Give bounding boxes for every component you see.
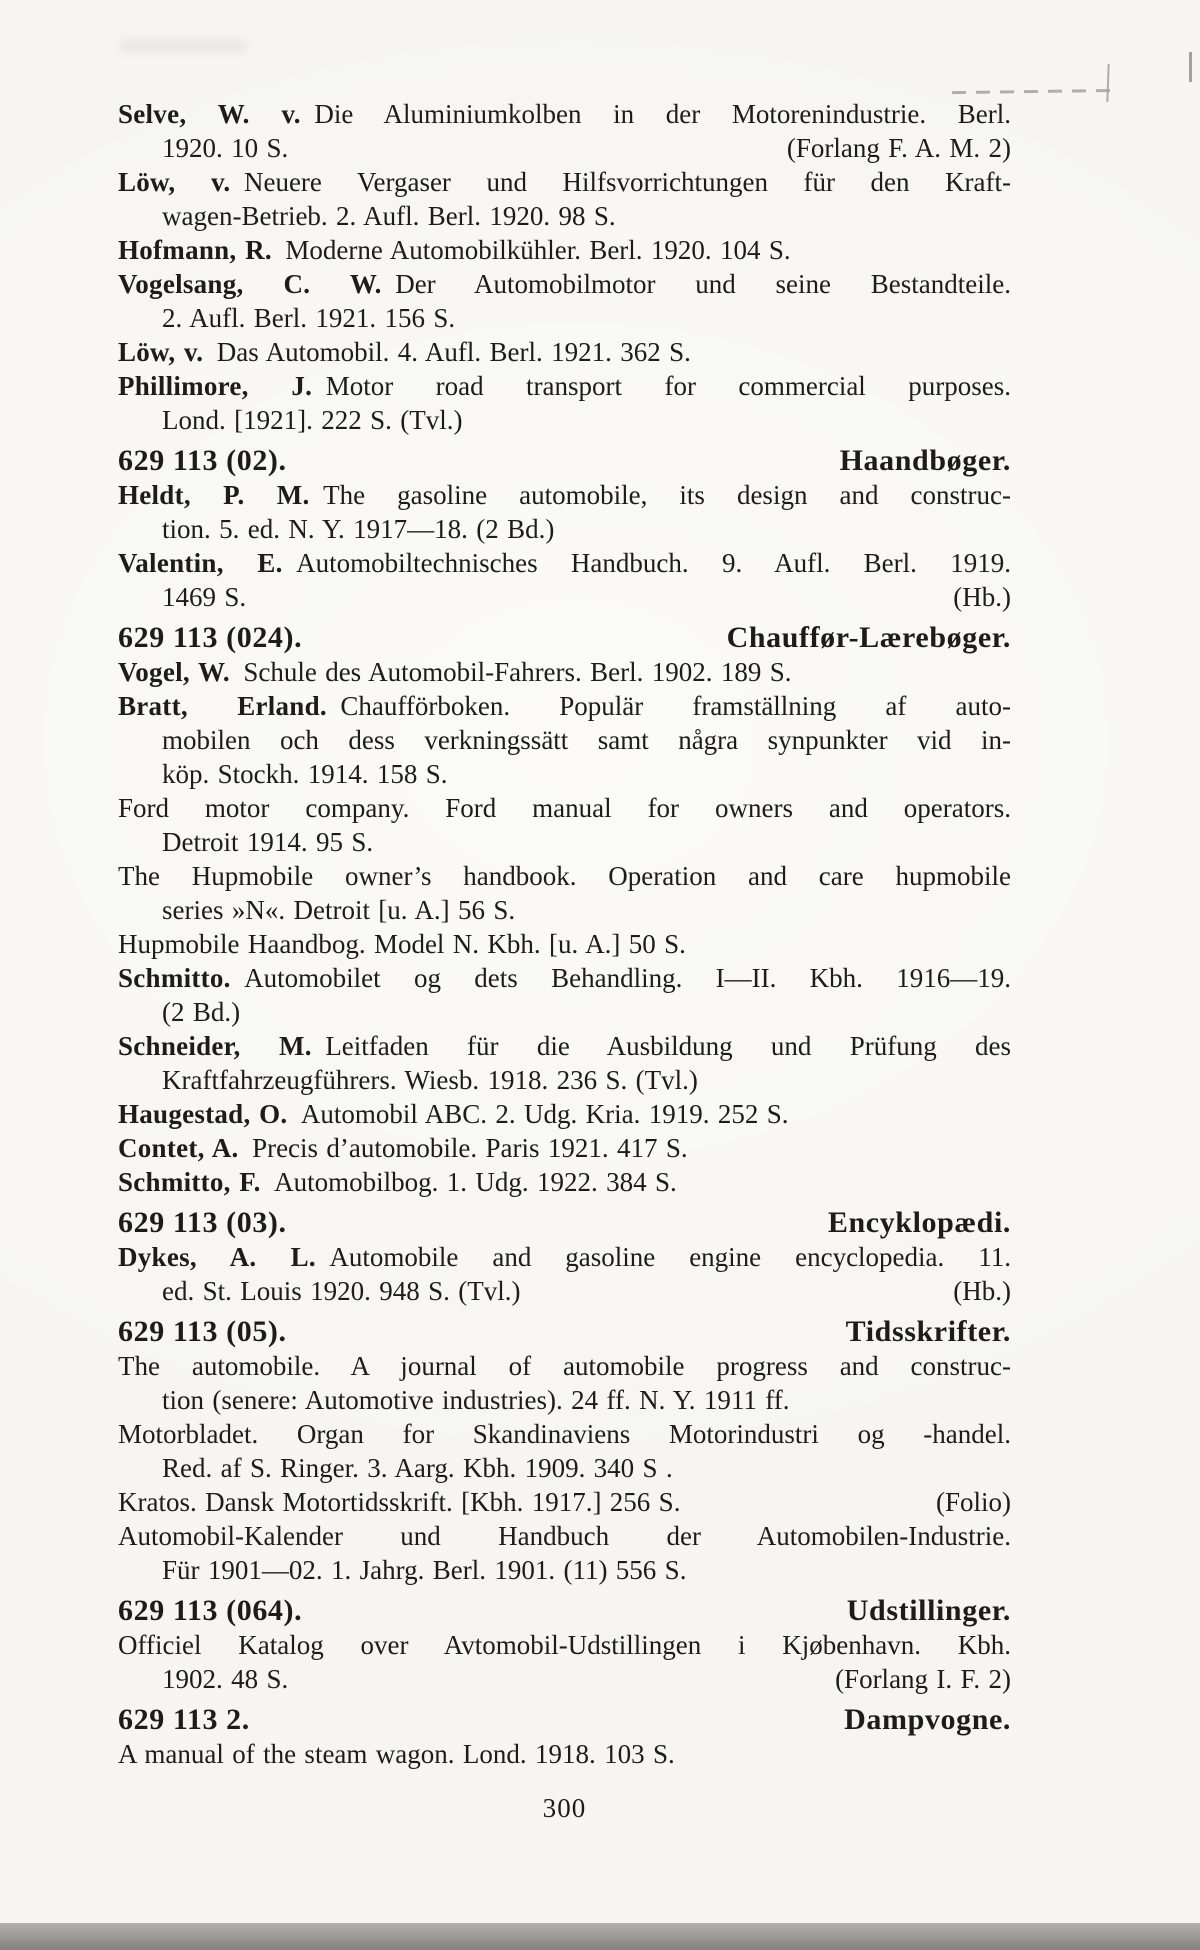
catalog-line: Heldt, P. M. The gasoline automobile, its design and construc- (118, 480, 1011, 510)
author-name: Dykes, A. L. (118, 1242, 316, 1272)
catalog-line: The automobile. A journal of automobile progress and construc- (118, 1351, 1011, 1381)
catalog-line: Lond. [1921]. 222 S. (Tvl.) (162, 405, 463, 435)
catalog-line: Motorbladet. Organ for Skandinaviens Motorindustri og -handel. (118, 1419, 1011, 1449)
catalog-line: Valentin, E. Automobiltechnisches Handbuch. 9. Aufl. Berl. 1919. (118, 548, 1011, 578)
classification-category: Encyklopædi. (827, 1206, 1011, 1239)
catalog-line: A manual of the steam wagon. Lond. 1918. 103 S. (118, 1739, 675, 1769)
catalog-line: tion. 5. ed. N. Y. 1917—18. (2 Bd.) (162, 514, 555, 544)
classification-number: 629 113 2. (118, 1703, 250, 1736)
classification-number: 629 113 (05). (118, 1315, 287, 1348)
author-name: Schmitto, F. (118, 1167, 261, 1197)
catalog-line: Schmitto, F. Automobilbog. 1. Udg. 1922. 384 S. (118, 1167, 677, 1197)
classification-header (118, 444, 1011, 478)
author-name: Vogelsang, C. W. (118, 269, 382, 299)
catalog-line: Hupmobile Haandbog. Model N. Kbh. [u. A.] 50 S. (118, 929, 686, 959)
catalog-line: wagen-Betrieb. 2. Aufl. Berl. 1920. 98 S. (162, 201, 616, 231)
classification-category: Dampvogne. (844, 1703, 1011, 1736)
catalog-line: Dykes, A. L. Automobile and gasoline engine encyclopedia. 11. (118, 1242, 1011, 1272)
catalog-line: mobilen och dess verkningssätt samt några synpunkter vid in- (162, 725, 1011, 755)
author-name: Schneider, M. (118, 1031, 312, 1061)
classification-number: 629 113 (064). (118, 1594, 303, 1627)
catalog-line: (Forlang F. A. M. 2) 1920. 10 S. (162, 133, 1011, 163)
scan-smudge (118, 38, 248, 54)
shelf-note: (Hb.) (953, 1276, 1011, 1306)
classification-header (118, 1594, 1011, 1628)
catalog-text-block (118, 97, 1011, 1771)
shelf-note: (Forlang F. A. M. 2) (786, 133, 1011, 163)
catalog-line: Schneider, M. Leitfaden für die Ausbildung und Prüfung des (118, 1031, 1011, 1061)
catalog-line: Bratt, Erland. Chaufförboken. Populär framställning af auto- (118, 691, 1011, 721)
classification-header (118, 621, 1011, 655)
catalog-line: Phillimore, J. Motor road transport for commercial purposes. (118, 371, 1011, 401)
shelf-note: (Forlang I. F. 2) (835, 1664, 1011, 1694)
classification-category: Tidsskrifter. (845, 1315, 1011, 1348)
author-name: Valentin, E. (118, 548, 283, 578)
catalog-line: (2 Bd.) (162, 997, 241, 1027)
author-name: Löw, v. (118, 337, 204, 367)
classification-header (118, 1703, 1011, 1737)
author-name: Selve, W. v. (118, 99, 301, 129)
author-name: Contet, A. (118, 1133, 239, 1163)
pencil-dashed-line (952, 89, 1120, 94)
catalog-line: Haugestad, O. Automobil ABC. 2. Udg. Kria. 1919. 252 S. (118, 1099, 789, 1129)
author-name: Vogel, W. (118, 657, 230, 687)
catalog-line: Automobil-Kalender und Handbuch der Automobilen-Industrie. (118, 1521, 1011, 1551)
catalog-line: Officiel Katalog over Avtomobil-Udstillingen i Kjøbenhavn. Kbh. (118, 1630, 1011, 1660)
shelf-note: (Hb.) (953, 582, 1011, 612)
catalog-line: tion (senere: Automotive industries). 24 ff. N. Y. 1911 ff. (162, 1385, 790, 1415)
catalog-line: Hofmann, R. Moderne Automobilkühler. Berl. 1920. 104 S. (118, 235, 791, 265)
page-edge-mark (1189, 52, 1192, 82)
shelf-note: (Folio) (935, 1487, 1011, 1517)
catalog-line: 2. Aufl. Berl. 1921. 156 S. (162, 303, 456, 333)
scan-edge-shadow (0, 1923, 1200, 1950)
catalog-line: Schmitto. Automobilet og dets Behandling. I—II. Kbh. 1916—19. (118, 963, 1011, 993)
author-name: Bratt, Erland. (118, 691, 327, 721)
author-name: Phillimore, J. (118, 371, 313, 401)
catalog-line: (Folio) Kratos. Dansk Motortidsskrift. [Kbh. 1917.] 256 S. (118, 1487, 1011, 1517)
classification-category: Haandbøger. (839, 444, 1011, 477)
classification-header (118, 1315, 1011, 1349)
author-name: Heldt, P. M. (118, 480, 310, 510)
catalog-line: Vogel, W. Schule des Automobil-Fahrers. Berl. 1902. 189 S. (118, 657, 792, 687)
catalog-line: series »N«. Detroit [u. A.] 56 S. (162, 895, 516, 925)
classification-header (118, 1206, 1011, 1240)
catalog-line: (Hb.) ed. St. Louis 1920. 948 S. (Tvl.) (162, 1276, 1011, 1306)
catalog-line: Kraftfahrzeugführers. Wiesb. 1918. 236 S. (Tvl.) (162, 1065, 698, 1095)
catalog-line: köp. Stockh. 1914. 158 S. (162, 759, 448, 789)
catalog-line: Löw, v. Neuere Vergaser und Hilfsvorrichtungen für den Kraft- (118, 167, 1011, 197)
classification-number: 629 113 (02). (118, 444, 287, 477)
author-name: Schmitto. (118, 963, 231, 993)
catalog-line: Contet, A. Precis d’automobile. Paris 1921. 417 S. (118, 1133, 688, 1163)
catalog-line: Red. af S. Ringer. 3. Aarg. Kbh. 1909. 340 S . (162, 1453, 673, 1483)
catalog-line: (Forlang I. F. 2) 1902. 48 S. (162, 1664, 1011, 1694)
catalog-line: Für 1901—02. 1. Jahrg. Berl. 1901. (11) 556 S. (162, 1555, 687, 1585)
catalog-line: Detroit 1914. 95 S. (162, 827, 374, 857)
author-name: Hofmann, R. (118, 235, 272, 265)
catalog-line: Löw, v. Das Automobil. 4. Aufl. Berl. 1921. 362 S. (118, 337, 691, 367)
classification-number: 629 113 (024). (118, 621, 303, 654)
catalog-line: Selve, W. v. Die Aluminiumkolben in der Motorenindustrie. Berl. (118, 99, 1011, 129)
classification-category: Udstillinger. (846, 1594, 1011, 1627)
page-number: 300 (542, 1793, 587, 1823)
pencil-tick-mark (1106, 64, 1109, 102)
classification-category: Chauffør-Lærebøger. (726, 621, 1011, 654)
author-name: Löw, v. (118, 167, 231, 197)
catalog-line: The Hupmobile owner’s handbook. Operation and care hupmobile (118, 861, 1011, 891)
catalog-line: Ford motor company. Ford manual for owners and operators. (118, 793, 1011, 823)
classification-number: 629 113 (03). (118, 1206, 287, 1239)
catalog-line: Vogelsang, C. W. Der Automobilmotor und seine Bestandteile. (118, 269, 1011, 299)
author-name: Haugestad, O. (118, 1099, 288, 1129)
catalog-line: (Hb.) 1469 S. (162, 582, 1011, 612)
